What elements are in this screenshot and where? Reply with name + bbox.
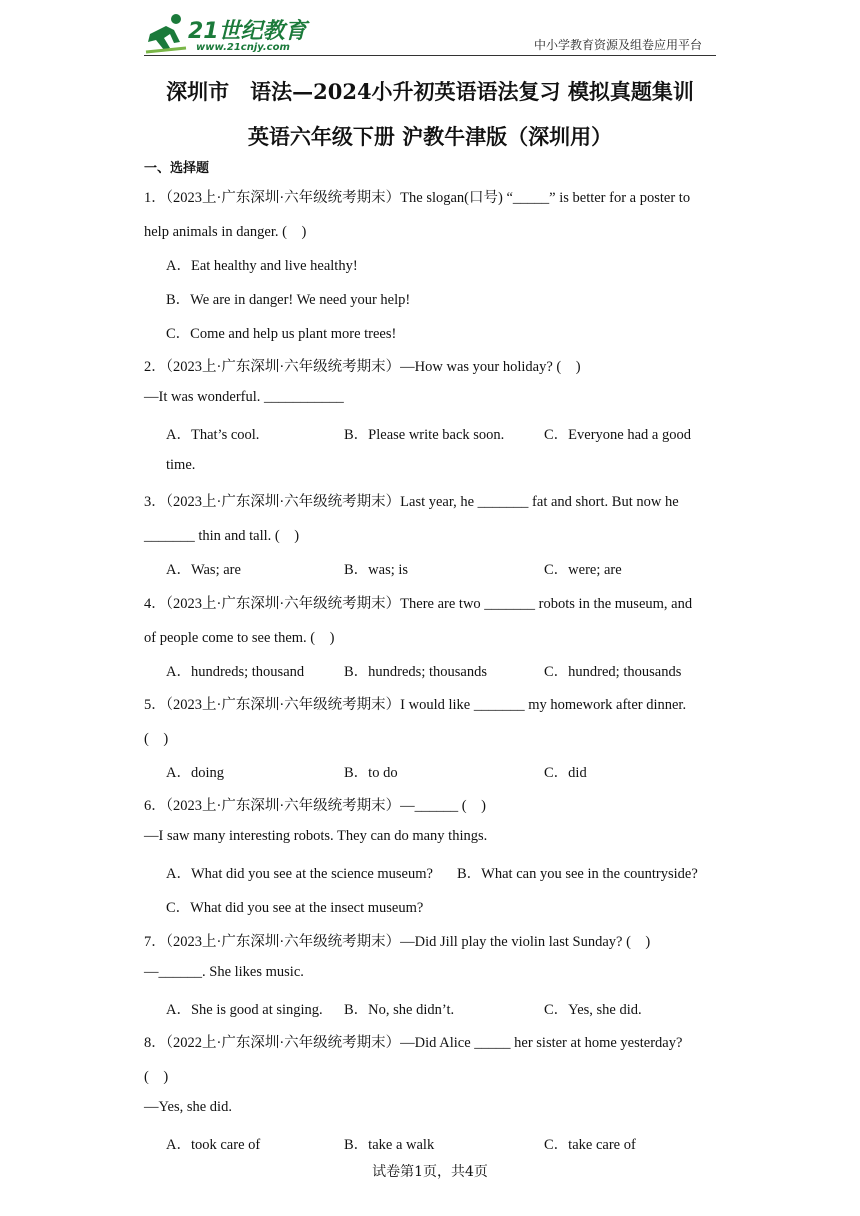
question-6-option-b[interactable]: B．What can you see in the countryside? <box>457 866 698 882</box>
page-footer: 试卷第1页，共4页 <box>372 1164 488 1180</box>
question-8-text-cont2: —Yes, she did. <box>144 1099 232 1115</box>
platform-name: 中小学教育资源及组卷应用平台 <box>533 38 702 52</box>
question-4-option-c[interactable]: C．hundred; thousands <box>544 664 682 680</box>
page-header <box>144 10 716 58</box>
question-3-option-c[interactable]: C．were; are <box>544 562 622 578</box>
question-1-text: 1．（2023上·广东深圳·六年级统考期末）The slogan(口号) “_____” is better for a poster to <box>144 190 691 206</box>
page-subtitle: 英语六年级下册 沪教牛津版（深圳用） <box>247 124 613 149</box>
question-1-option-b[interactable]: B．We are in danger! We need your help! <box>166 292 411 308</box>
question-6-option-a[interactable]: A．What did you see at the science museum? <box>166 866 433 882</box>
question-3-option-b[interactable]: B．was; is <box>344 562 409 578</box>
logo <box>144 12 314 56</box>
logo-text: 21世纪教育 <box>188 19 307 44</box>
logo-url: www.21cnjy.com <box>196 42 290 53</box>
question-2-text: 2．（2023上·广东深圳·六年级统考期末）—How was your holiday? ( ) <box>144 359 581 375</box>
question-2-option-b[interactable]: B．Please write back soon. <box>344 427 505 443</box>
question-3-text-cont: _______ thin and tall. ( ) <box>144 528 300 544</box>
question-5-option-a[interactable]: A．doing <box>166 765 224 781</box>
section-title: 一、选择题 <box>144 161 210 176</box>
question-6-text: 6．（2023上·广东深圳·六年级统考期末）—______ ( ) <box>144 798 486 814</box>
question-8-option-a[interactable]: A．took care of <box>166 1137 261 1153</box>
question-7-option-a[interactable]: A．She is good at singing. <box>166 1002 323 1018</box>
question-5-option-b[interactable]: B．to do <box>344 765 398 781</box>
question-7-option-c[interactable]: C．Yes, she did. <box>544 1002 642 1018</box>
question-2-option-c-cont: time. <box>166 457 196 473</box>
question-7-text-cont: —______. She likes music. <box>144 964 304 980</box>
question-3-text: 3．（2023上·广东深圳·六年级统考期末）Last year, he _______ fat and short. But now he <box>144 494 679 510</box>
page-title: 深圳市 语法—2024小升初英语语法复习 模拟真题集训 <box>166 79 694 104</box>
question-8-option-b[interactable]: B．take a walk <box>344 1137 435 1153</box>
question-2-option-c[interactable]: C．Everyone had a good <box>544 427 691 443</box>
question-4-text: 4．（2023上·广东深圳·六年级统考期末）There are two _______ robots in the museum, and <box>144 596 693 612</box>
question-4-option-a[interactable]: A．hundreds; thousand <box>166 664 305 680</box>
question-1-text-cont: help animals in danger. ( ) <box>144 224 307 240</box>
question-8-text: 8．（2022上·广东深圳·六年级统考期末）—Did Alice _____ her sister at home yesterday? <box>144 1035 683 1051</box>
question-4-text-cont: of people come to see them. ( ) <box>144 630 335 646</box>
question-8-option-c[interactable]: C．take care of <box>544 1137 636 1153</box>
runner-logo-icon <box>144 12 188 54</box>
question-7-text: 7．（2023上·广东深圳·六年级统考期末）—Did Jill play the violin last Sunday? ( ) <box>144 934 651 950</box>
question-2-option-a[interactable]: A．That’s cool. <box>166 427 260 443</box>
question-3-option-a[interactable]: A．Was; are <box>166 562 241 578</box>
question-5-option-c[interactable]: C．did <box>544 765 587 781</box>
question-8-text-cont: ( ) <box>144 1069 169 1085</box>
header-divider <box>144 55 716 56</box>
question-1-option-a[interactable]: A．Eat healthy and live healthy! <box>166 258 358 274</box>
question-7-option-b[interactable]: B．No, she didn’t. <box>344 1002 455 1018</box>
question-1-option-c[interactable]: C．Come and help us plant more trees! <box>166 326 397 342</box>
question-5-text: 5．（2023上·广东深圳·六年级统考期末）I would like _______ my homework after dinner. <box>144 697 687 713</box>
question-6-text-cont: —I saw many interesting robots. They can do many things. <box>144 828 488 844</box>
question-6-option-c[interactable]: C．What did you see at the insect museum? <box>166 900 424 916</box>
question-5-text-cont: ( ) <box>144 731 169 747</box>
question-2-text-cont: —It was wonderful. ___________ <box>144 389 344 405</box>
question-4-option-b[interactable]: B．hundreds; thousands <box>344 664 487 680</box>
